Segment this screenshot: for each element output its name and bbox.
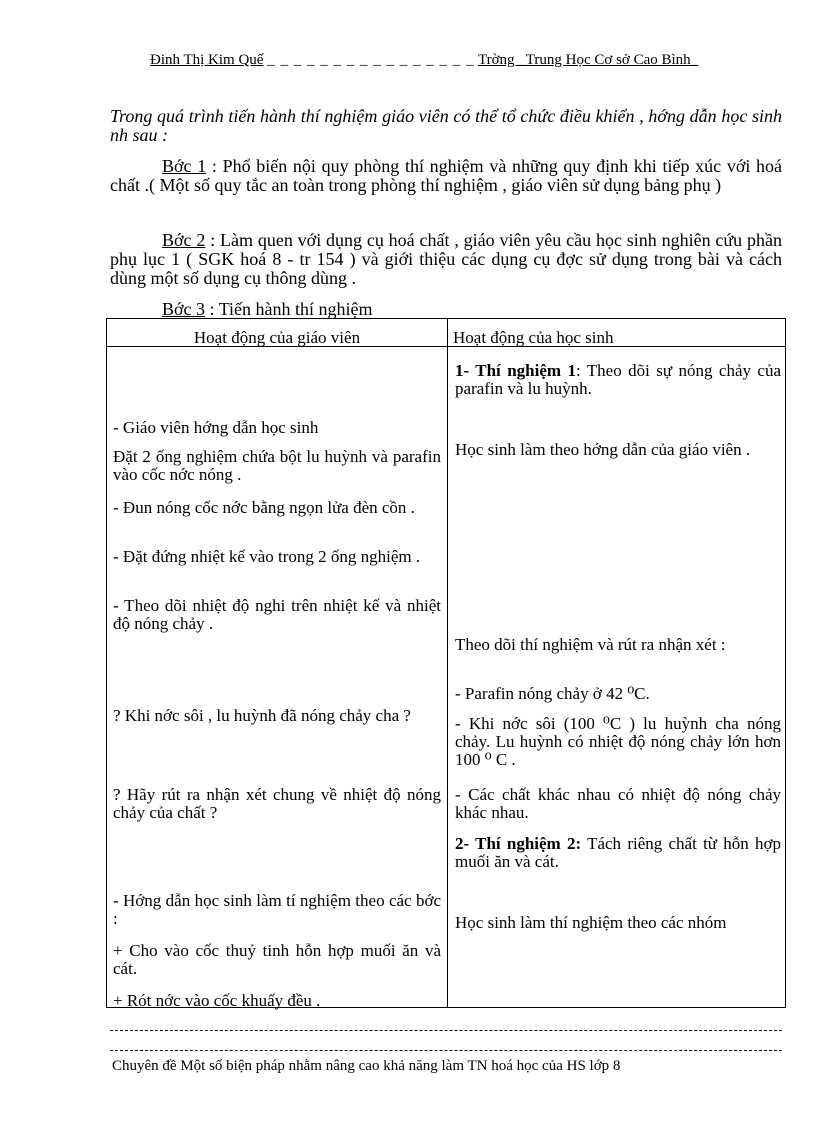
experiment-2-text: Tách riêng chất từ hỗn hợp muối ăn và cát. — [455, 834, 781, 871]
student-observe: Theo dõi thí nghiệm và rút ra nhận xét : — [455, 635, 726, 654]
step-2-text: : Làm quen với dụng cụ hoá chất , giáo viên yêu cầu học sinh nghiên cứu phần phụ lục 1 ( SGK hoá 8 - tr 154 ) và giới thiệu các dụng cụ đợc sử dụng trong bài và cách dùng một số dụng cụ thông dùng . — [110, 230, 783, 288]
teacher-question: ? Hãy rút ra nhận xét chung về nhiệt độ nóng chảy của chất ? — [113, 785, 441, 822]
intro-paragraph: Trong quá trình tiến hành thí nghiệm giáo viên có thể tổ chức điều khiển , hớng dẫn học sinh nh sau : — [110, 106, 782, 145]
experiment-2 — [455, 835, 781, 871]
experiment-1 — [455, 362, 781, 398]
step-2 — [110, 231, 782, 288]
step-2-label: Bớc 2 — [162, 230, 206, 250]
step-3 — [162, 300, 462, 319]
experiment-2-title: 2- Thí nghiệm 2: — [455, 834, 582, 853]
step-3-label: Bớc 3 — [162, 299, 206, 319]
author-name: Đinh Thị Kim Quế — [150, 52, 264, 68]
teacher-item: + Cho vào cốc thuỷ tinh hỗn hợp muối ăn và cát. — [113, 941, 441, 978]
teacher-column-header: Hoạt động của giáo viên — [193, 328, 361, 347]
experiment-1-text: : Theo dõi sự nóng chảy của parafin và lu huỳnh. — [455, 361, 781, 398]
step-1-label: Bớc 1 — [162, 156, 207, 176]
student-column-header: Hoạt động của học sinh — [453, 328, 614, 347]
school-name: Trờng _Trung Học Cơ sở Cao Bình_ — [477, 52, 699, 68]
page-footer: Chuyên đề Một số biện pháp nhằm nâng cao khả năng làm TN hoá học của HS lớp 8 — [112, 1058, 621, 1074]
student-conclusion: - Các chất khác nhau có nhiệt độ nóng chảy khác nhau. — [455, 785, 781, 822]
sulfur-result: - Khi nớc sôi (100 ⁰C ) lu huỳnh cha nóng chảy. Lu huỳnh có nhiệt độ nóng chảy lớn hơn 100 ⁰ C . — [455, 714, 781, 769]
teacher-item: - Hớng dẫn học sinh làm tí nghiệm theo các bớc : — [113, 891, 441, 928]
teacher-item: + Rót nớc vào cốc khuấy đều . — [113, 991, 321, 1010]
step-3-text: : Tiến hành thí nghiệm — [205, 299, 373, 319]
footer-rule — [110, 1030, 782, 1031]
activity-table — [106, 318, 786, 1008]
teacher-item: - Đun nóng cốc nớc bằng ngọn lửa đèn cồn . — [113, 498, 415, 517]
teacher-question: ? Khi nớc sôi , lu huỳnh đã nóng chảy cha ? — [113, 706, 411, 725]
experiment-1-title: 1- Thí nghiệm 1 — [455, 361, 576, 380]
step-1 — [110, 157, 782, 195]
student-follow: Học sinh làm theo hớng dẫn của giáo viên . — [455, 440, 751, 459]
teacher-item: - Đặt đứng nhiệt kế vào trong 2 ống nghiệm . — [113, 547, 421, 566]
teacher-item: Đặt 2 ống nghiệm chứa bột lu huỳnh và parafin vào cốc nớc nóng . — [113, 447, 441, 484]
header-dashes: _ _ _ _ _ _ _ _ _ _ _ _ _ _ _ _ — [267, 52, 475, 68]
step-1-text: : Phổ biến nội quy phòng thí nghiệm và những quy định khi tiếp xúc với hoá chất .( Một số quy tắc an toàn trong phòng thí nghiệm , giáo viên sử dụng bảng phụ ) — [110, 156, 783, 195]
student-groups: Học sinh làm thí nghiệm theo các nhóm — [455, 913, 727, 932]
teacher-item: - Giáo viên hớng dẫn học sinh — [113, 418, 319, 437]
footer-rule — [110, 1050, 782, 1051]
page-header — [150, 52, 715, 69]
teacher-item: - Theo dõi nhiệt độ nghi trên nhiệt kế và nhiệt độ nóng chảy . — [113, 596, 441, 633]
parafin-result: - Parafin nóng chảy ở 42 ⁰C. — [455, 684, 650, 703]
column-divider — [447, 319, 448, 1007]
